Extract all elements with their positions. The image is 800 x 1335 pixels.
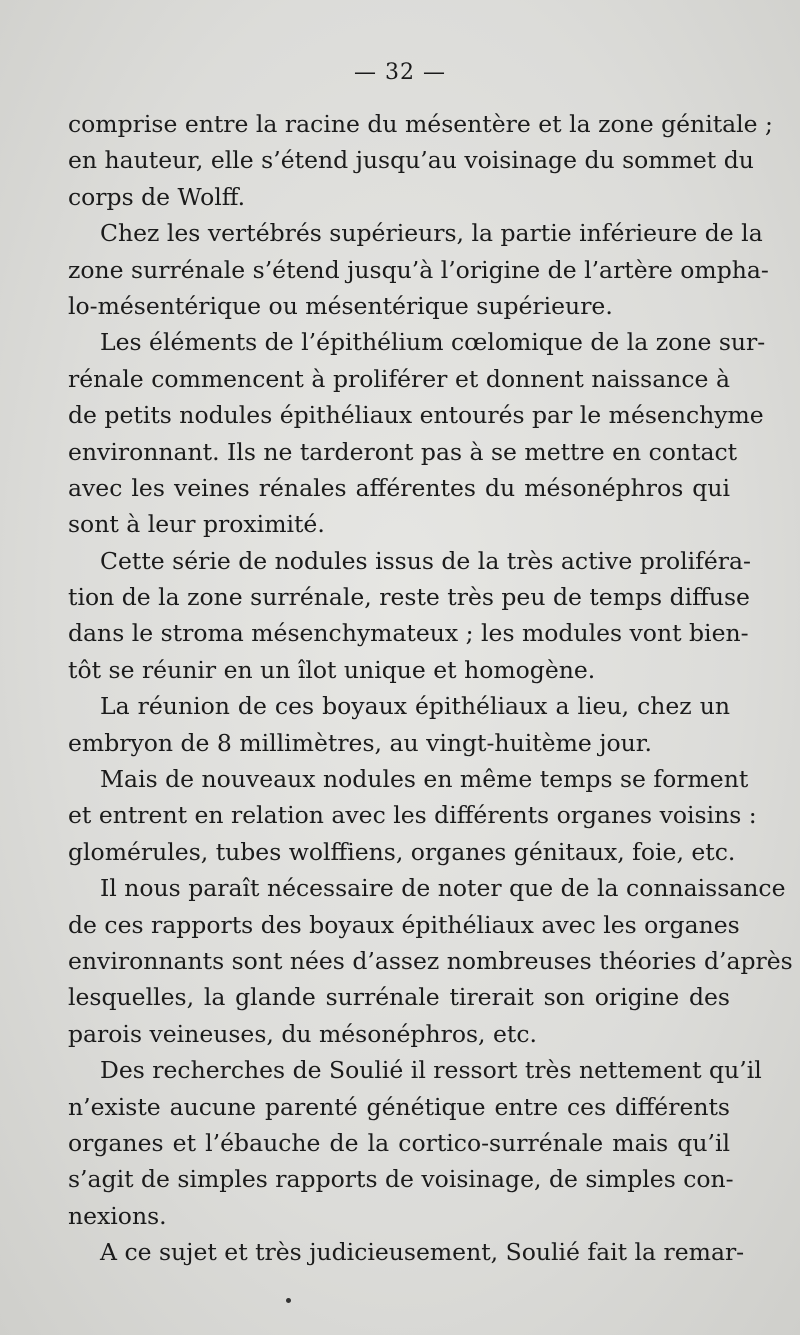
text-line: zone surrénale s’étend jusqu’à l’origine de l’artère ompha- (68, 255, 769, 284)
page-number: — 32 — (354, 60, 446, 85)
text-line: Des recherches de Soulié il ressort très nettement qu’il (100, 1056, 762, 1085)
text-line: en hauteur, elle s’étend jusqu’au voisinage du sommet du (68, 146, 754, 175)
text-line: et entrent en relation avec les différents organes voisins : (68, 801, 757, 830)
text-line: A ce sujet et très judicieusement, Soulié fait la remar- (100, 1238, 745, 1267)
text-line: organes et l’ébauche de la cortico-surrénale mais qu’il (68, 1128, 730, 1157)
text-line: environnant. Ils ne tarderont pas à se mettre en contact (68, 437, 738, 466)
text-line: Les éléments de l’épithélium cœlomique de la zone sur- (100, 328, 766, 357)
text-line: sont à leur proximité. (68, 510, 325, 539)
text-line: La réunion de ces boyaux épithéliaux a lieu, chez un (100, 692, 730, 721)
text-line: Chez les vertébrés supérieurs, la partie inférieure de la (100, 219, 763, 248)
ink-speck (286, 1298, 291, 1303)
text-line: Cette série de nodules issus de la très active proliféra- (100, 546, 751, 575)
text-line: lesquelles, la glande surrénale tirerait son origine des (68, 983, 730, 1012)
text-line: embryon de 8 millimètres, au vingt-huitème jour. (68, 728, 652, 757)
text-line: Il nous paraît nécessaire de noter que de la connaissance (100, 874, 786, 903)
text-line: dans le stroma mésenchymateux ; les modules vont bien- (68, 619, 749, 648)
text-line: corps de Wolff. (68, 182, 246, 211)
text-line: comprise entre la racine du mésentère et la zone génitale ; (68, 110, 773, 138)
text-line: avec les veines rénales afférentes du mésonéphros qui (68, 473, 730, 502)
text-line: rénale commencent à proliférer et donnent naissance à (68, 364, 730, 393)
text-line: lo-mésentérique ou mésentérique supérieure. (68, 291, 613, 320)
text-line: tion de la zone surrénale, reste très peu de temps diffuse (68, 583, 750, 612)
text-line: Mais de nouveaux nodules en même temps se forment (100, 765, 749, 794)
text-line: s’agit de simples rapports de voisinage, de simples con- (68, 1165, 734, 1194)
text-line: parois veineuses, du mésonéphros, etc. (68, 1019, 537, 1048)
text-line: environnants sont nées d’assez nombreuses théories d’après (68, 946, 793, 975)
text-line: tôt se réunir en un îlot unique et homogène. (68, 655, 596, 684)
body-text (68, 106, 793, 1271)
text-line: de petits nodules épithéliaux entourés par le mésenchyme (68, 401, 764, 430)
text-line: glomérules, tubes wolffiens, organes génitaux, foie, etc. (68, 837, 736, 866)
text-line: n’existe aucune parenté génétique entre ces différents (68, 1092, 730, 1121)
text-line: nexions. (68, 1201, 167, 1230)
text-line: de ces rapports des boyaux épithéliaux avec les organes (68, 910, 740, 939)
